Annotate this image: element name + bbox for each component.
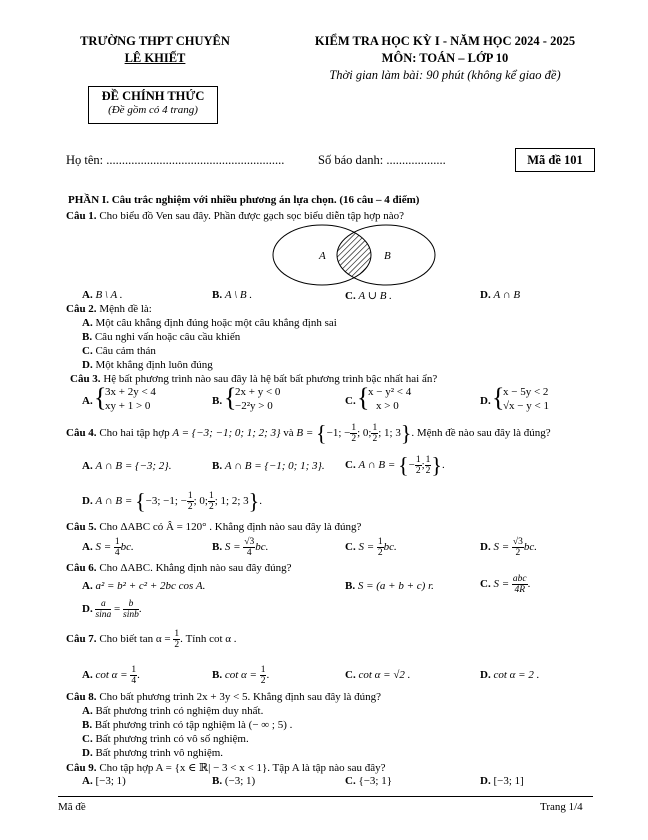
q4-option-a[interactable]: A. A ∩ B = {−3; 2}. <box>82 460 172 472</box>
q5-stem: Câu 5. Cho ΔABC có Â = 120° . Khẳng định nào sau đây là đúng? <box>66 521 362 533</box>
q9-option-a[interactable]: A. [−3; 1) <box>82 775 126 787</box>
brace-icon: { <box>94 383 107 412</box>
venn-label-b: B <box>384 250 391 262</box>
q3-b-line2: −2²y > 0 <box>235 400 273 412</box>
q3-d-line2: √x − y < 1 <box>503 400 549 412</box>
q4-stem: Câu 4. Cho hai tập hợp A = {−3; −1; 0; 1; 2; 3} và B = {−1; − $\frac{1}{2}$ ; 0; $\frac{1}{2}$ ; 1; 3}. Mệnh đề nào sau đây là đúng? <box>66 420 551 446</box>
q1-option-a[interactable]: A. B \ A . <box>82 289 123 301</box>
venn-diagram <box>270 222 450 290</box>
q8-option-b[interactable]: B. Bất phương trình có tập nghiệm là (− ∞ ; 5) . <box>82 719 293 731</box>
q2-stem: Câu 2. Mệnh đề là: <box>66 303 152 315</box>
q5-option-a[interactable]: A. S = $\frac{1}{4}$ bc. <box>82 536 134 558</box>
q6-option-d[interactable]: D. $\frac{a}{\sin a}$ = $\frac{b}{\sin b}$ . <box>82 598 142 620</box>
q5-option-b[interactable]: B. S = $\frac{√3}{4}$ bc. <box>212 536 269 558</box>
q5-option-c[interactable]: C. S = $\frac{1}{2}$ bc. <box>345 536 397 558</box>
footer-divider <box>58 796 593 797</box>
q2-option-b[interactable]: B. Câu nghi vấn hoặc câu cầu khiến <box>82 331 241 343</box>
brace-icon: { <box>224 383 237 412</box>
q3-option-d[interactable]: D. <box>480 395 491 407</box>
q9-option-c[interactable]: C. {−3; 1} <box>345 775 393 787</box>
q1-option-c[interactable]: C. A ∪ B . <box>345 290 392 302</box>
section-title: PHẦN I. Câu trắc nghiệm với nhiều phương án lựa chọn. (16 câu – 4 điểm) <box>68 194 420 206</box>
q6-option-b[interactable]: B. S = (a + b + c) r. <box>345 580 434 592</box>
q3-option-c[interactable]: C. <box>345 395 356 407</box>
q5-option-d[interactable]: D. S = $\frac{√3}{2}$ bc. <box>480 536 537 558</box>
brace-icon: { <box>357 383 370 412</box>
q2-option-c[interactable]: C. Câu cảm thán <box>82 345 156 357</box>
q7-option-a[interactable]: A. cot α = $\frac{1}{4}$ . <box>82 664 140 686</box>
q7-option-d[interactable]: D. cot α = 2 . <box>480 669 540 681</box>
q8-option-c[interactable]: C. Bất phương trình có vô số nghiệm. <box>82 733 249 745</box>
footer-page-number: Trang 1/4 <box>540 801 583 813</box>
q3-d-line1: x − 5y < 2 <box>503 386 549 398</box>
q9-stem: Câu 9. Cho tập hợp A = {x ∈ ℝ| − 3 < x < 1}. Tập A là tập nào sau đây? <box>66 762 386 774</box>
exam-code-box: Mã đề 101 <box>515 148 595 172</box>
q9-option-d[interactable]: D. [−3; 1] <box>480 775 524 787</box>
school-name-line2: LÊ KHIẾT <box>124 51 186 65</box>
brace-icon: { <box>492 383 505 412</box>
q4-option-d[interactable]: D. A ∩ B = {−3; −1; − $\frac{1}{2}$ ; 0; $\frac{1}{2}$ ; 1; 2; 3}. <box>82 488 262 514</box>
exam-subject: MÔN: TOÁN – LỚP 10 <box>381 51 509 65</box>
q1-number: Câu 1. <box>66 210 97 222</box>
school-name: TRƯỜNG THPT CHUYÊN <box>80 34 230 48</box>
q3-c-line1: x − y² < 4 <box>368 386 412 398</box>
exam-duration: Thời gian làm bài: 90 phút (không kể giao đề) <box>329 68 561 82</box>
q1-stem <box>66 210 404 222</box>
q7-option-b[interactable]: B. cot α = $\frac{1}{2}$ . <box>212 664 270 686</box>
name-field: Họ tên: ......................................................... <box>66 153 285 167</box>
official-box <box>88 86 218 124</box>
q9-option-b[interactable]: B. (−3; 1) <box>212 775 256 787</box>
q1-option-b[interactable]: B. A \ B . <box>212 289 253 301</box>
q6-option-a[interactable]: A. a² = b² + c² + 2bc cos A. <box>82 580 206 592</box>
q1-option-d[interactable]: D. A ∩ B <box>480 289 521 301</box>
exam-title: KIỂM TRA HỌC KỲ I - NĂM HỌC 2024 - 2025 <box>314 34 576 48</box>
q1-text: Cho biểu đồ Ven sau đây. Phần được gạch sọc biểu diễn tập hợp nào? <box>96 210 405 222</box>
q2-option-d[interactable]: D. Một khẳng định luôn đúng <box>82 359 213 371</box>
official-label: ĐỀ CHÍNH THỨC <box>101 89 205 103</box>
q6-option-c[interactable]: C. S = $\frac{\text{abc}}{4R}$ . <box>480 573 531 595</box>
q2-option-a[interactable]: A. Một câu khẳng định đúng hoặc một câu khẳng định sai <box>82 317 337 329</box>
pages-note: (Đề gồm có 4 trang) <box>108 104 198 116</box>
q3-option-a[interactable]: A. <box>82 395 93 407</box>
q3-option-b[interactable]: B. <box>212 395 223 407</box>
q4-option-b[interactable]: B. A ∩ B = {−1; 0; 1; 3}. <box>212 460 325 472</box>
q7-option-c[interactable]: C. cot α = √2 . <box>345 669 411 681</box>
q8-option-a[interactable]: A. Bất phương trình có nghiệm duy nhất. <box>82 705 264 717</box>
q3-b-line1: 2x + y < 0 <box>235 386 281 398</box>
q7-stem: Câu 7. Cho biết tan α = $\frac{1}{2}$ . Tính cot α . <box>66 628 237 650</box>
q3-stem: Câu 3. Hệ bất phương trình nào sau đây là hệ bất bất phương trình bậc nhất hai ẩn? <box>70 373 438 385</box>
q3-a-line1: 3x + 2y < 4 <box>105 386 156 398</box>
footer-exam-code: Mã đề <box>58 801 86 813</box>
q4-option-c[interactable]: C. A ∩ B = {− $\frac{1}{2}$ ; $\frac{1}{2}$ }. <box>345 452 445 478</box>
student-id-field: Số báo danh: ................... <box>318 153 446 167</box>
q3-a-line2: xy + 1 > 0 <box>105 400 151 412</box>
venn-label-a: A <box>319 250 326 262</box>
q3-c-line2: x > 0 <box>376 400 399 412</box>
q8-option-d[interactable]: D. Bất phương trình vô nghiệm. <box>82 747 224 759</box>
q6-stem: Câu 6. Cho ΔABC. Khẳng định nào sau đây đúng? <box>66 562 292 574</box>
q8-stem: Câu 8. Cho bất phương trình 2x + 3y < 5. Khẳng định sau đây là đúng? <box>66 691 382 703</box>
